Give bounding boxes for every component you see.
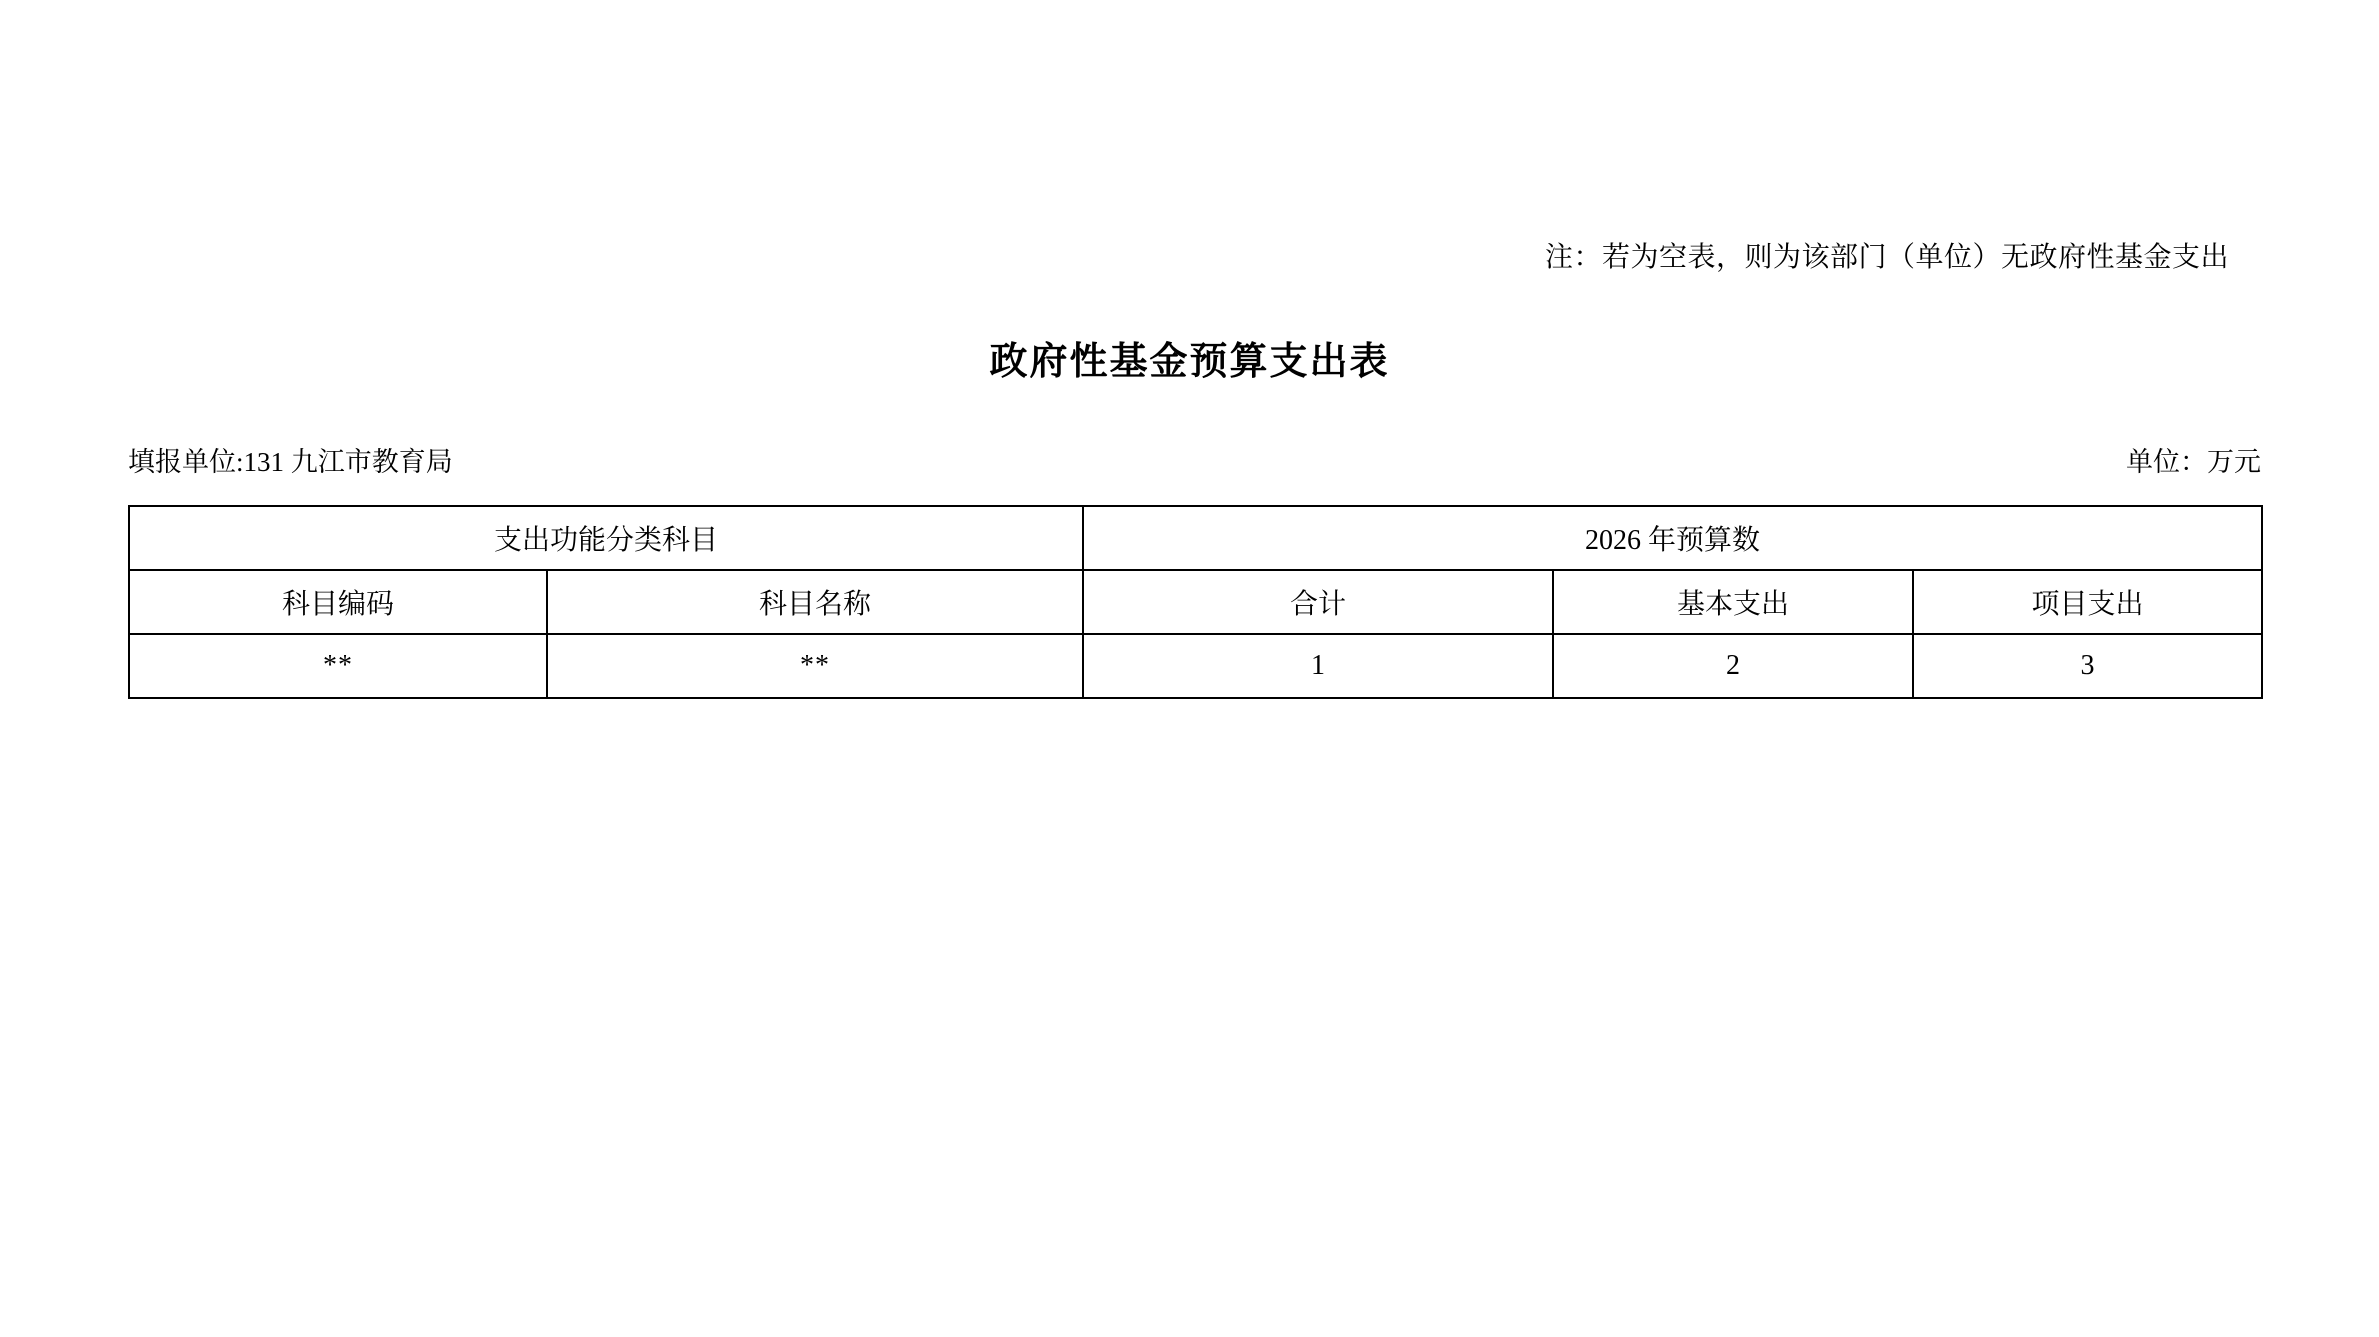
filing-unit-label: 填报单位:131 九江市教育局 (128, 447, 453, 477)
column-header-project-expenditure: 项目支出 (1913, 570, 2262, 634)
table-note: 注：若为空表，则为该部门（单位）无政府性基金支出 (1544, 242, 2229, 273)
unit-label: 单位：万元 (2126, 447, 2261, 477)
cell-total: 1 (1083, 634, 1553, 698)
group-header-budget-year: 2026 年预算数 (1083, 506, 2262, 570)
table-column-header-row (129, 570, 2262, 634)
meta-row (128, 440, 2261, 479)
column-header-name: 科目名称 (547, 570, 1083, 634)
cell-project-expenditure: 3 (1913, 634, 2262, 698)
column-header-code: 科目编码 (129, 570, 547, 634)
table-row (129, 634, 2262, 698)
group-header-expenditure-category: 支出功能分类科目 (129, 506, 1083, 570)
column-header-total: 合计 (1083, 570, 1553, 634)
cell-name: ** (547, 634, 1083, 698)
cell-basic-expenditure: 2 (1553, 634, 1913, 698)
budget-table (128, 505, 2263, 699)
cell-code: ** (129, 634, 547, 698)
table-group-header-row (129, 506, 2262, 570)
page-title: 政府性基金预算支出表 (989, 341, 1390, 383)
column-header-basic-expenditure: 基本支出 (1553, 570, 1913, 634)
